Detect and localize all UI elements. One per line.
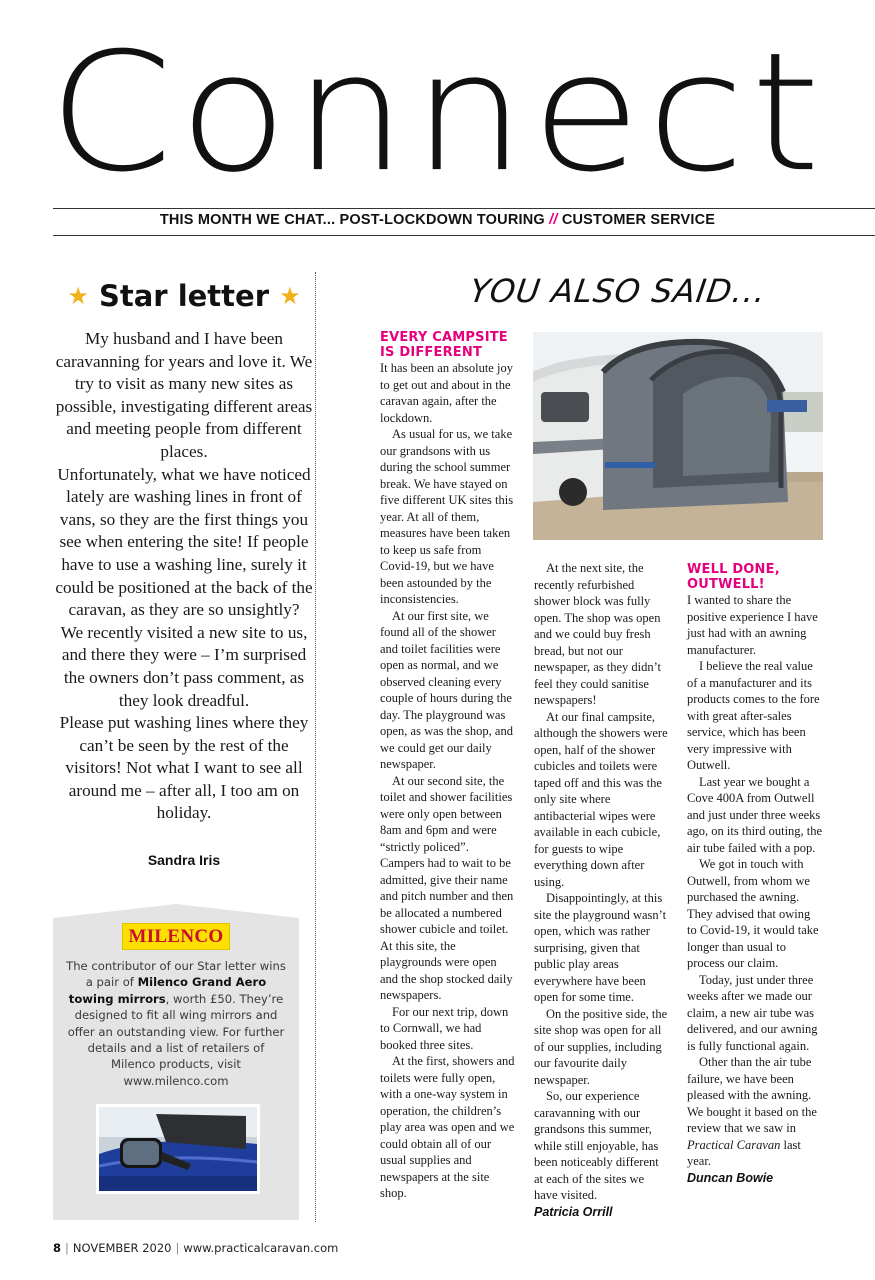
letter-paragraph: We got in touch with Outwell, from whom we purchased the awning. They advised that owing to Covid-19, it would take longer than usual to process our claim. — [687, 857, 819, 970]
letter-author: Patricia Orrill — [534, 1204, 613, 1219]
letter-paragraph: Last year we bought a Cove 400A from Outwell and just under three weeks ago, on its third outing, the air tube failed with a pop. — [687, 774, 823, 855]
letter-paragraph — [687, 1054, 823, 1170]
letter-well-done-outwell — [687, 562, 823, 1186]
letter-every-campsite-col2 — [534, 560, 668, 1220]
letter-paragraph: At our second site, the toilet and shower facilities were only open between 8am and 6pm and were “strictly policed”. Campers had to wait to be admitted, give their name and pitch number and then be allocated a numbered shower cubicle and toilet. At this site, the playgrounds were open and the shop stocked daily newspapers. — [380, 773, 514, 1002]
subtitle-section: CUSTOMER SERVICE — [561, 212, 716, 228]
subtitle-topic: THIS MONTH WE CHAT... POST-LOCKDOWN TOURING — [159, 212, 545, 228]
magazine-name: Practical Caravan — [687, 1137, 781, 1152]
letter-paragraph: For our next trip, down to Cornwall, we had booked three sites. — [380, 1004, 509, 1052]
star-letter-author: Sandra Iris — [147, 852, 221, 868]
letter-heading: WELL DONE, OUTWELL! — [687, 562, 780, 592]
header-rule-bottom — [53, 235, 875, 236]
letter-paragraph: At our final campsite, although the showers were open, half of the shower cubicles and toilets were taped off and this was the only site where antibacterial wipes were available in each cubicle, for guests to wipe everything down after using. — [534, 709, 668, 889]
letter-paragraph: On the positive side, the site shop was open for all of our supplies, including our favourite daily newspaper. — [534, 1006, 668, 1087]
star-letter-paragraph: We recently visited a new site to us, and there they were – I’m surprised the owners don’t pass comment, as they look dreadful. — [60, 622, 308, 710]
letter-author: Duncan Bowie — [687, 1170, 774, 1185]
letter-paragraph: It has been an absolute joy to get out and about in the caravan again, after the lockdown. — [380, 361, 513, 425]
page-number: 8 — [53, 1241, 62, 1255]
star-icon: ★ — [67, 282, 89, 310]
prize-text-end: , worth £50. They’re designed to fit all wing mirrors and offer an outstanding view. For further details and a list of retailers of Milenco products, visit www.milenco.com — [67, 991, 285, 1088]
header-rule-top — [53, 208, 875, 209]
subtitle-separator: // — [549, 212, 558, 228]
prize-description — [64, 958, 288, 1089]
footer-separator: | — [175, 1241, 180, 1255]
star-letter-paragraph: My husband and I have been caravanning for years and love it. We try to visit as many new sites as possible, investigating different areas and meeting people from different places. — [55, 329, 313, 461]
website-link[interactable]: www.practicalcaravan.com — [183, 1241, 339, 1255]
prize-text-start: The contributor of our Star letter wins a pair of — [66, 959, 286, 990]
star-letter-paragraph: Unfortunately, what we have noticed lately are washing lines in front of vans, so they are the first things you see when entering the site! If people have to use a washing line, surely it could be positioned at the back of the caravan, as they are so unsightly? — [55, 464, 313, 620]
star-letter-title: Star letter — [98, 279, 270, 313]
star-letter-body — [53, 328, 315, 825]
you-also-said-heading: YOU ALSO SAID... — [467, 272, 769, 310]
letter-paragraph: So, our experience caravanning with our grandsons this summer, while still enjoyable, has been noticeably different at each of the sites we have visited. — [534, 1089, 659, 1202]
caravan-awning-photo — [533, 332, 823, 540]
footer-separator: | — [65, 1241, 69, 1255]
page-footer — [53, 1241, 338, 1255]
star-letter-heading — [53, 278, 315, 314]
letter-every-campsite-col1 — [380, 330, 516, 1202]
letter-paragraph: At the next site, the recently refurbished shower block was fully open. The shop was open and we could buy fresh bread, but not our newspaper, as they didn’t feel they could sanitise newspapers! — [534, 561, 662, 707]
letter-paragraph: At the first, showers and toilets were fully open, with a one-way system in operation, the children’s play area was open and we could obtain all of our usual supplies and newspapers at the site shop. — [380, 1054, 515, 1200]
star-icon: ★ — [279, 282, 301, 310]
letter-paragraph: Today, just under three weeks after we made our claim, a new air tube was delivered, and our awning is fully functional again. — [687, 972, 818, 1053]
star-letter-paragraph: Please put washing lines where they can’t be seen by the rest of the visitors! Not what I want to see all around me – after all, I too am on holiday. — [59, 713, 309, 823]
letter-paragraph: As usual for us, we take our grandsons with us during the school summer break. We have stayed on five different UK sites this year. At all of them, measures have been taken to keep us safe from Covid-19, but we have been astounded by the inconsistencies. — [380, 427, 514, 606]
prize-product-name: Milenco Grand Aero towing mirrors — [68, 975, 267, 1006]
letter-paragraph: I wanted to share the positive experience I have just had with an awning manufacturer. — [687, 593, 818, 657]
section-subtitle — [0, 212, 875, 228]
letter-heading: EVERY CAMPSITE IS DIFFERENT — [380, 330, 508, 360]
letter-text: Other than the air tube failure, we have been pleased with the awning. We bought it based on the review that we saw in — [687, 1055, 817, 1135]
letter-paragraph: At our first site, we found all of the shower and toilet facilities were open as normal, and we observed cleaning every couple of hours during the day. The playground was open, as was the shop, and we could get our daily newspaper. — [380, 608, 513, 771]
letter-paragraph: Disappointingly, at this site the playground wasn’t open, which was rather surprising, given that public play areas everywhere have been open for some time. — [534, 891, 667, 1004]
page-title: Connect — [48, 17, 827, 208]
towing-mirror-photo — [96, 1104, 260, 1194]
prize-box-roof — [53, 904, 299, 918]
milenco-logo: MILENCO — [122, 923, 230, 950]
letter-text: last year. — [687, 1137, 801, 1168]
letter-paragraph: I believe the real value of a manufacturer and its products comes to the fore with great after-sales service, which has been very impressive with Outwell. — [687, 659, 820, 772]
issue-date: NOVEMBER 2020 — [72, 1241, 172, 1255]
column-divider — [315, 272, 316, 1222]
